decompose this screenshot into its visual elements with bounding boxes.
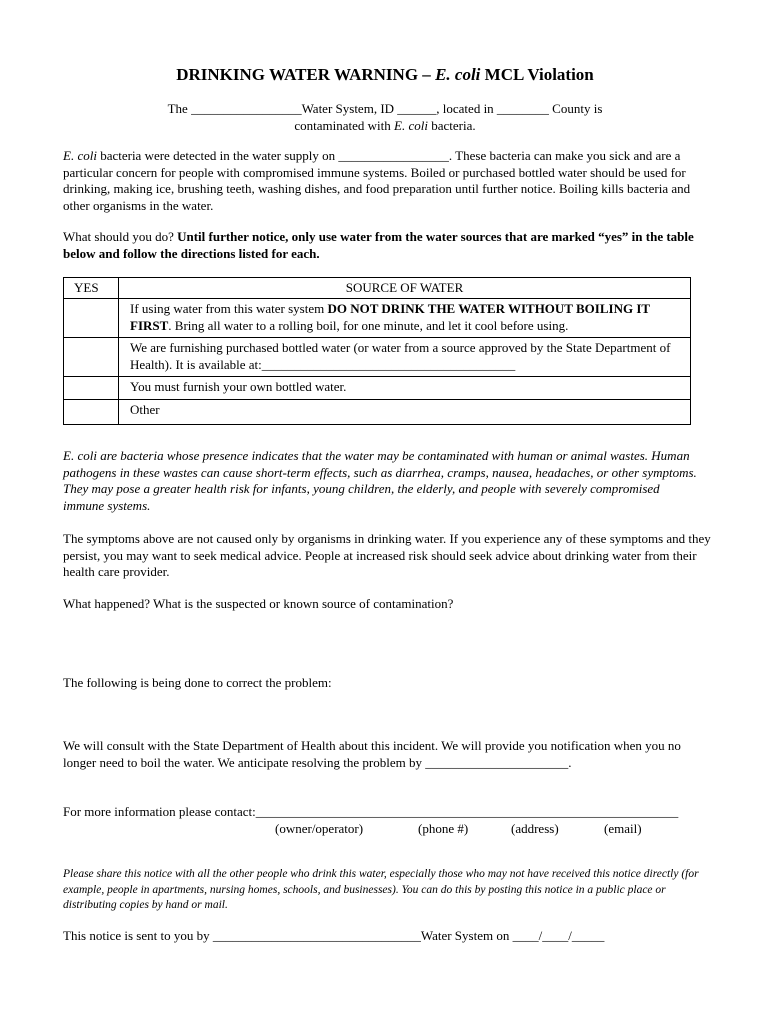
table-row xyxy=(64,299,691,338)
contact-address-label: (address) xyxy=(511,821,559,836)
sent-by-line: This notice is sent to you by ________________________________Water System on ____/____/_____ xyxy=(63,928,605,943)
source-boil-water: If using water from this water system DO NOT DRINK THE WATER WITHOUT BOILING IT FIRST. Bring all water to a rolling boil, for one minute, and let it cool before using. xyxy=(119,299,691,338)
intro-paragraph xyxy=(0,101,770,134)
consult-paragraph: We will consult with the State Department of Health about this incident. We will provide you notification when you no longer need to boil the water. We anticipate resolving the problem by ______________________. xyxy=(63,738,681,770)
yes-checkbox-cell[interactable] xyxy=(64,399,119,424)
ecoli-info-paragraph: E. coli are bacteria whose presence indicates that the water may be contaminated with human or animal wastes. Human pathogens in these wastes can cause short-term effects, such as diarrhea, cramps, nausea, headaches, or other symptoms. They may pose a greater health risk for infants, young children, the elderly, and people with severely compromised immune systems. xyxy=(63,448,697,513)
water-source-table xyxy=(63,277,691,425)
source-column-header: SOURCE OF WATER xyxy=(119,278,691,299)
detected-paragraph: E. coli bacteria were detected in the water supply on _________________. These bacteria can make you sick and are a particular concern for people with compromised immune systems. Boiled or purchased bottled water should be used for drinking, making ice, brushing teeth, washing dishes, and food preparation until further notice. Boiling kills bacteria and other organisms in the water. xyxy=(63,148,691,213)
share-notice-paragraph: Please share this notice with all the other people who drink this water, especially those who may not have received this notice directly (for example, people in apartments, nursing homes, schools, and businesses). You can do this by posting this notice in a public place or distributing copies by hand or mail. xyxy=(63,868,699,911)
contact-phone-label: (phone #) xyxy=(418,821,469,836)
correction-heading: The following is being done to correct the problem: xyxy=(63,675,332,690)
source-other: Other xyxy=(119,399,691,424)
contact-owner-label: (owner/operator) xyxy=(275,821,364,836)
table-row xyxy=(64,338,691,377)
symptoms-paragraph: The symptoms above are not caused only by organisms in drinking water. If you experience any of these symptoms and they persist, you may want to seek medical advice. People at increased risk should seek advice about drinking water from their health care provider. xyxy=(63,531,711,579)
yes-checkbox-cell[interactable] xyxy=(64,338,119,377)
yes-checkbox-cell[interactable] xyxy=(64,377,119,400)
yes-column-header: YES xyxy=(64,278,119,299)
intro-line-1: The _________________Water System, ID ______, located in ________ County is xyxy=(167,101,603,116)
what-happened-question: What happened? What is the suspected or known source of contamination? xyxy=(63,596,454,611)
yes-checkbox-cell[interactable] xyxy=(64,299,119,338)
table-header-row xyxy=(64,278,691,299)
table-row xyxy=(64,377,691,400)
contact-labels xyxy=(0,821,770,838)
intro-line-2: contaminated with E. coli bacteria. xyxy=(294,117,476,133)
source-own-bottled: You must furnish your own bottled water. xyxy=(119,377,691,400)
table-row xyxy=(64,399,691,424)
source-bottled-furnished: We are furnishing purchased bottled water (or water from a source approved by the State Department of Health). It is available at:_______________________________________ xyxy=(119,338,691,377)
what-to-do-paragraph: What should you do? Until further notice, only use water from the water sources that are marked “yes” in the table below and follow the directions listed for each. xyxy=(63,229,694,261)
contact-line: For more information please contact:_________________________________________________________________ xyxy=(63,804,679,819)
page-title: DRINKING WATER WARNING – E. coli MCL Violation xyxy=(176,65,594,84)
contact-email-label: (email) xyxy=(604,821,642,836)
